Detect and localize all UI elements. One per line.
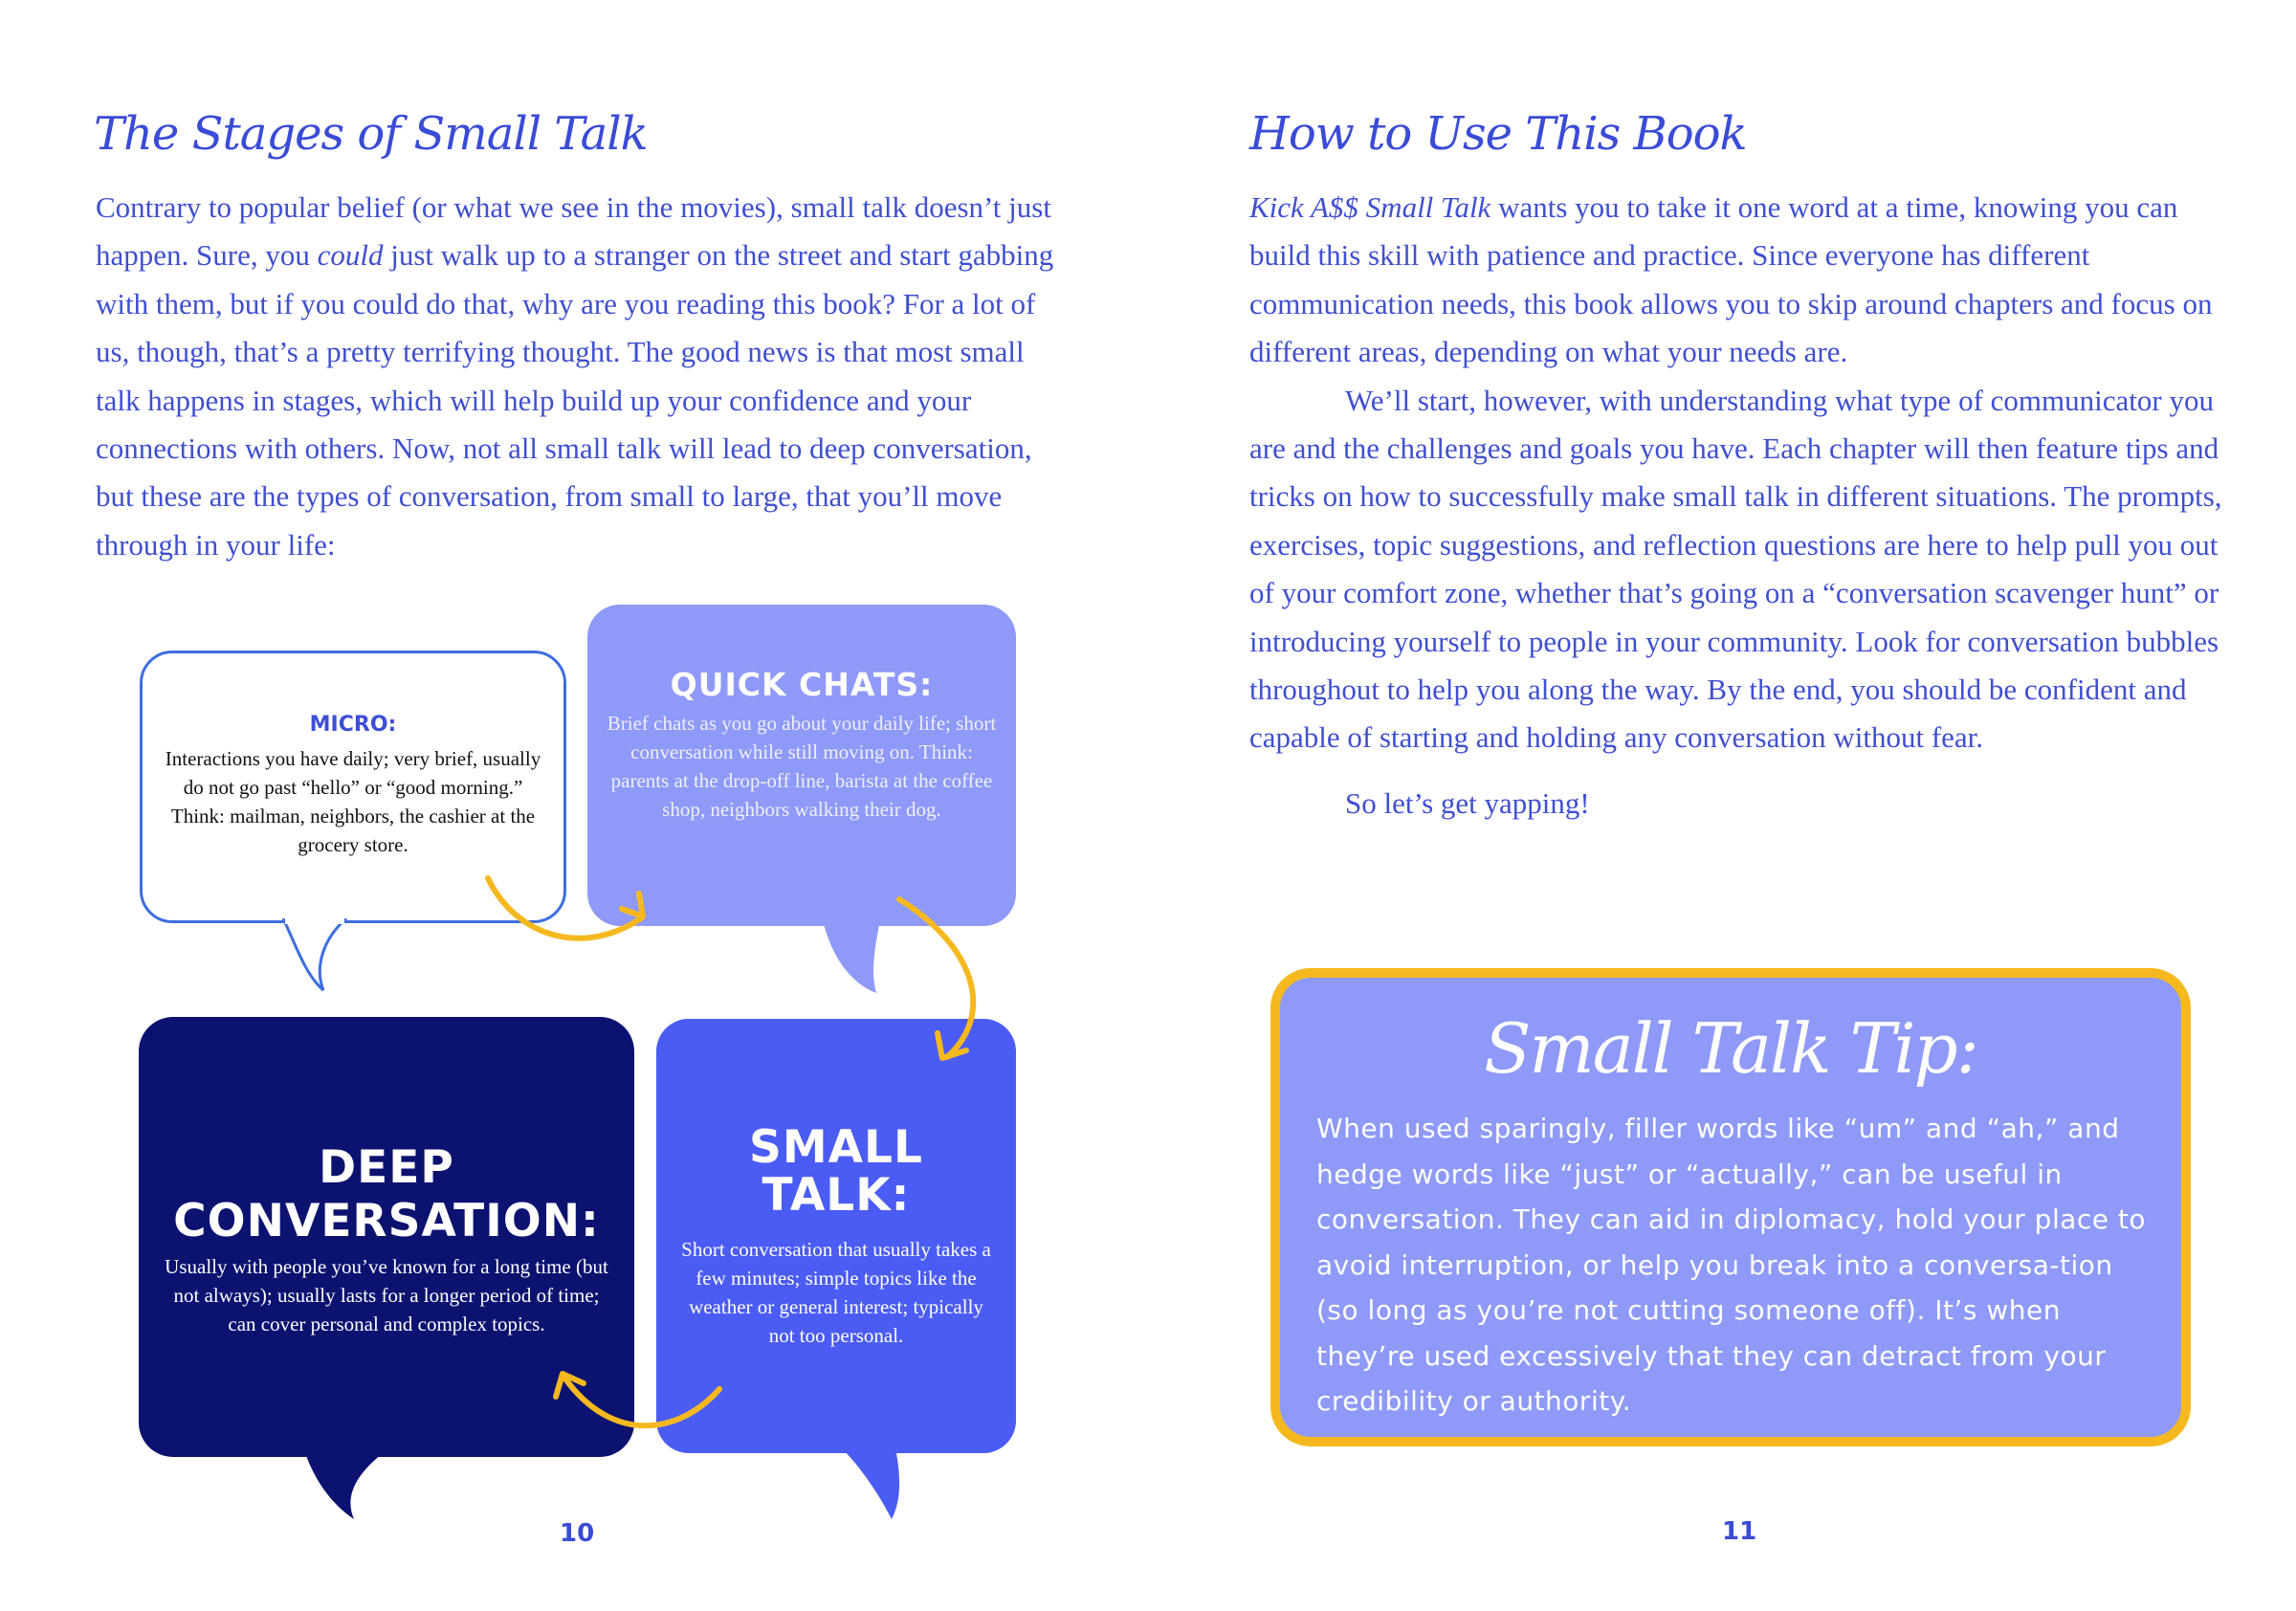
intro-emphasis: could	[317, 238, 384, 273]
intro-text-start: Contrary to popular belief (or what we see in the movies), small talk doesn’t just happen. Sure, you	[96, 190, 1051, 273]
page-title: How to Use This Book	[1249, 107, 1747, 161]
tip-title: Small Talk Tip:	[1484, 1008, 1977, 1089]
small-talk-bubble-tail	[842, 1448, 909, 1525]
micro-bubble-tail	[277, 918, 354, 995]
quick-chats-bubble-tail	[823, 920, 890, 997]
paragraph-2: We’ll start, however, with understanding what type of communicator you are and the challenges and goals you have. Each chapter will then feature tips and tricks on how to successfully make small talk in different situations. The prompts, exercises, topic suggestions, and reflection questions are here to help pull you out of your comfort zone, whether that’s going on a “conversation scavenger hunt” or introducing yourself to people in your community. Look for conversation bubbles throughout to help you along the way. By the end, you should be confident and capable of starting and holding any conversation without fear.	[1249, 383, 2222, 755]
deep-conversation-title-line1: DEEP	[319, 1141, 454, 1194]
small-talk-tip-box	[1270, 968, 2191, 1446]
how-to-body	[1249, 184, 2237, 828]
paragraph-1-text: wants you to take it one word at a time, knowing you can build this skill with patience and practice. Since everyone has different communication needs, this book allows you to skip around chapters and focus on different areas, depending on what your needs are.	[1249, 190, 2213, 369]
quick-chats-text: Brief chats as you go about your daily life; short conversation while still moving on. Think: parents at the drop-off line, barista at the coffee shop, neighbors walking their dog.	[607, 712, 997, 821]
deep-conversation-bubble	[139, 1017, 634, 1457]
small-talk-title-line2: TALK:	[762, 1169, 911, 1222]
small-talk-bubble	[656, 1019, 1016, 1453]
page-number: 10	[560, 1519, 595, 1548]
quick-chats-title: QUICK CHATS:	[670, 666, 934, 703]
tip-text: When used sparingly, filler words like “um” and “ah,” and hedge words like “just” or “actually,” can be useful in conversation. They can aid in diplomacy, hold your place to avoid interruption, or help you break into a conversa-tion (so long as you’re not cutting someone off). It’s when they’re used excessively that they can detract from your credibility or authority.	[1316, 1113, 2147, 1417]
page-number: 11	[1722, 1517, 1757, 1546]
page-title: The Stages of Small Talk	[94, 107, 648, 161]
micro-text: Interactions you have daily; very brief, usually do not go past “hello” or “good morning.” Think: mailman, neighbors, the cashier at the grocery store.	[165, 747, 541, 856]
quick-chats-bubble	[587, 605, 1016, 926]
deep-conversation-bubble-tail	[304, 1450, 390, 1522]
deep-conversation-text: Usually with people you’ve known for a long time (but not always); usually lasts for a longer period of time; can cover personal and complex topics.	[165, 1255, 608, 1335]
intro-paragraph	[96, 184, 1071, 569]
micro-title: MICRO:	[309, 713, 397, 737]
small-talk-title-line1: SMALL	[749, 1121, 923, 1174]
micro-bubble	[140, 651, 566, 923]
small-talk-text: Short conversation that usually takes a few minutes; simple topics like the weather or general interest; typically not too personal.	[681, 1238, 991, 1347]
intro-text-end: just walk up to a stranger on the street and start gabbing with them, but if you could do that, why are you reading this book? For a lot of us, though, that’s a pretty terrifying thought. The good news is that most small talk happens in stages, which will help build up your confidence and your connections with others. Now, not all small talk will lead to deep conversation, but these are the types of conversation, from small to large, that you’ll move through in your life:	[96, 238, 1054, 562]
deep-conversation-title-line2: CONVERSATION:	[173, 1195, 600, 1247]
book-title: Kick A$$ Small Talk	[1249, 190, 1491, 224]
paragraph-3: So let’s get yapping!	[1345, 785, 1590, 820]
right-page	[1148, 0, 2296, 1611]
paragraph-1	[1249, 184, 2237, 377]
